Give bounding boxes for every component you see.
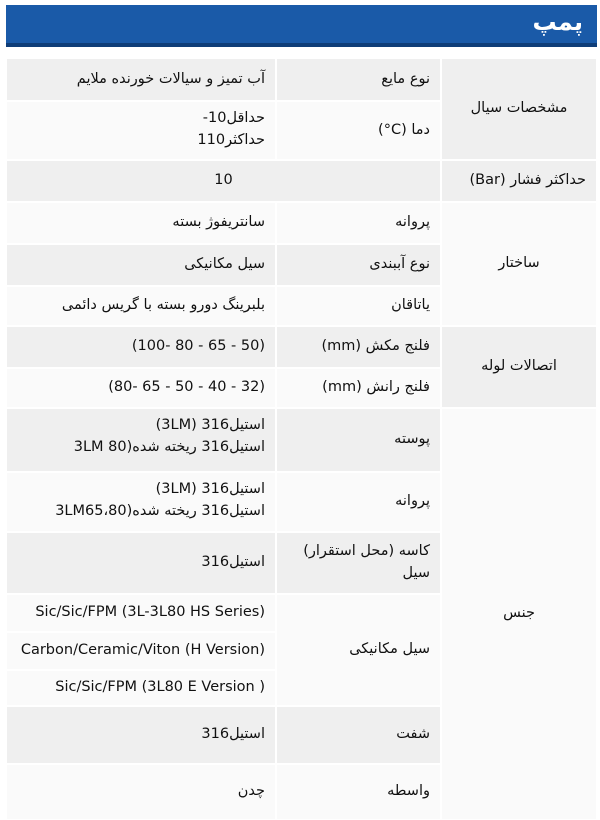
- fluid-temp-label: دما (C°): [276, 101, 441, 160]
- fluid-type-value: آب تمیز و سیالات خورنده ملایم: [6, 58, 276, 101]
- material-mech-seal-2: Carbon/Ceramic/Viton (H Version): [6, 632, 276, 670]
- impeller-line-1: استیل316 (3LM): [155, 481, 265, 497]
- material-adapter-label: واسطه: [276, 764, 441, 820]
- material-seal-housing-label: کاسه (محل استقرار) سیل: [276, 532, 441, 594]
- material-impeller-value: [6, 472, 276, 532]
- structure-impeller-value: سانتریفوژ بسته: [6, 202, 276, 244]
- structure-impeller-label: پروانه: [276, 202, 441, 244]
- material-seal-housing-value: استیل316: [6, 532, 276, 594]
- fluid-category: مشخصات سیال: [441, 58, 597, 160]
- material-shaft-label: شفت: [276, 706, 441, 764]
- material-shaft-value: استیل316: [6, 706, 276, 764]
- structure-seal-label: نوع آببندی: [276, 244, 441, 286]
- impeller-line-2: استیل316 ریخته شده(3LM65،80: [55, 502, 265, 519]
- casing-line-2: استیل316 ریخته شده(3LM 80: [73, 438, 265, 455]
- page-header: [6, 5, 597, 47]
- material-casing-label: پوسته: [276, 408, 441, 472]
- material-mech-seal-3: Sic/Sic/FPM (3L80 E Version ): [6, 670, 276, 706]
- material-impeller-label: پروانه: [276, 472, 441, 532]
- structure-category: ساختار: [441, 202, 597, 326]
- material-adapter-value: چدن: [6, 764, 276, 820]
- structure-bearing-value: بلبرینگ دورو بسته با گریس دائمی: [6, 286, 276, 326]
- material-category: جنس: [441, 408, 597, 820]
- temp-min: حداقل10-: [202, 110, 265, 126]
- pressure-label: حداکثر فشار (Bar): [441, 160, 597, 202]
- pipes-discharge-label: فلنج رانش (mm): [276, 368, 441, 408]
- pipes-discharge-value: (32 - 40 - 50 - 65 -80): [6, 368, 276, 408]
- pipes-suction-value: (50 - 65 - 80 -100): [6, 326, 276, 368]
- material-casing-value: [6, 408, 276, 472]
- fluid-type-label: نوع مایع: [276, 58, 441, 101]
- material-mech-seal-label: سیل مکانیکی: [276, 594, 441, 706]
- structure-seal-value: سیل مکانیکی: [6, 244, 276, 286]
- structure-bearing-label: یاتاقان: [276, 286, 441, 326]
- pipes-suction-label: فلنج مکش (mm): [276, 326, 441, 368]
- spec-table: [6, 58, 597, 820]
- pressure-value: 10: [6, 160, 441, 202]
- pipes-category: اتصالات لوله: [441, 326, 597, 408]
- temp-max: حداکثر110: [197, 131, 265, 148]
- page-title: پمپ: [532, 8, 583, 36]
- fluid-temp-value: [6, 101, 276, 160]
- material-mech-seal-1: Sic/Sic/FPM (3L-3L80 HS Series): [6, 594, 276, 632]
- casing-line-1: استیل316 (3LM): [155, 417, 265, 433]
